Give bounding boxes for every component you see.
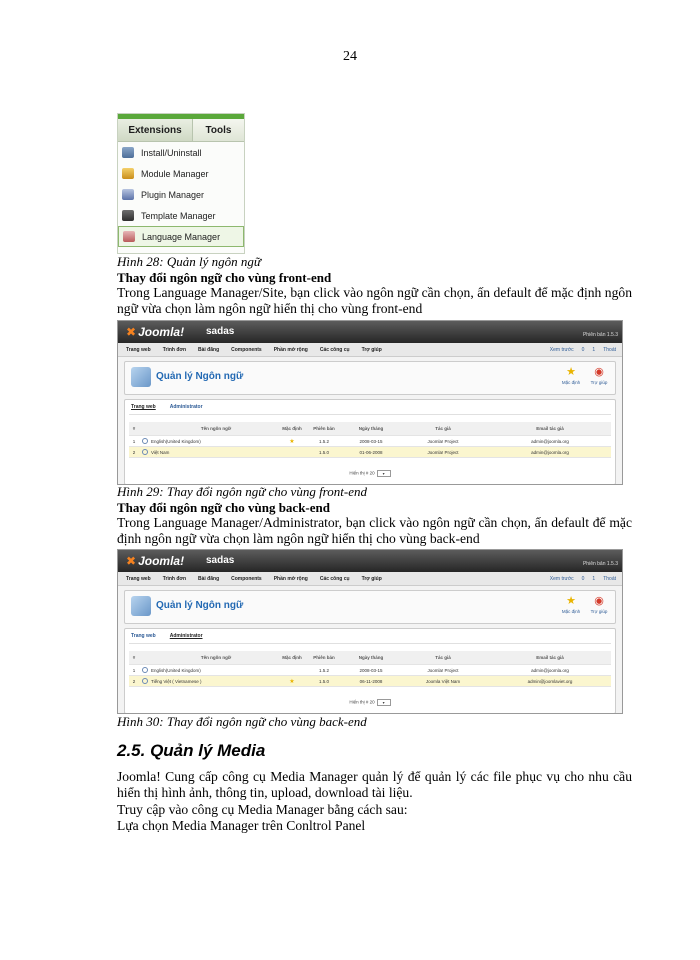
version-label: Phiên bản 1.5.3	[582, 561, 618, 567]
table-row[interactable]: 2 Tiếng Việt ( Vietnamese ) ★ 1.5.0 06-11-2008 Joomla Việt Nam admin@joomlaviet.org	[129, 676, 611, 687]
pagination: Hiển thị # 20 ▾	[125, 470, 615, 477]
users-count[interactable]: 1	[592, 347, 596, 353]
nav-tools[interactable]: Các công cụ	[319, 347, 350, 353]
admin-menu-bar	[118, 572, 622, 586]
figure-28-caption: Hình 28: Quản lý ngôn ngữ	[117, 254, 261, 269]
language-manager-icon	[131, 367, 151, 387]
language-manager-icon	[131, 596, 151, 616]
table-row[interactable]: 1 English(United Kingdom) 1.5.2 2008-03-15 Joomla! Project admin@joomla.org	[129, 665, 611, 676]
display-select[interactable]: ▾	[377, 470, 391, 477]
tab-administrator[interactable]: Administrator	[169, 404, 203, 410]
plugin-icon	[122, 189, 134, 200]
menu-item-label: Plugin Manager	[141, 189, 205, 200]
star-icon: ★	[566, 595, 576, 607]
content-panel	[124, 399, 616, 485]
menu-item-language-manager[interactable]	[118, 226, 244, 247]
table-header: # Tên ngôn ngữ Mặc định Phiên bản Ngày tháng Tác giả Email tác giả	[129, 651, 611, 665]
row-radio[interactable]	[142, 438, 148, 444]
preview-link[interactable]: Xem trước	[549, 576, 574, 582]
row-radio[interactable]	[142, 678, 148, 684]
nav-content[interactable]: Bài đăng	[198, 576, 220, 582]
content-panel	[124, 628, 616, 714]
page-title: Quản lý Ngôn ngữ	[156, 371, 244, 382]
help-icon: ◉	[594, 595, 604, 607]
nav-site[interactable]: Trang web	[126, 576, 151, 582]
site-name: sadas	[206, 555, 235, 566]
tools-tab[interactable]: Tools	[205, 124, 232, 136]
menu-item-module-manager[interactable]	[118, 163, 244, 184]
preview-link[interactable]: Xem trước	[549, 347, 574, 353]
extensions-tab[interactable]: Extensions	[118, 119, 193, 141]
messages-count[interactable]: 0	[581, 347, 585, 353]
display-select[interactable]: ▾	[377, 699, 391, 706]
version-label: Phiên bản 1.5.3	[582, 332, 618, 338]
section-front-end-heading: Thay đổi ngôn ngữ cho vùng front-end	[117, 270, 332, 285]
nav-tools[interactable]: Các công cụ	[319, 576, 350, 582]
table-header: # Tên ngôn ngữ Mặc định Phiên bản Ngày tháng Tác giả Email tác giả	[129, 422, 611, 436]
section-media-paragraph-2: Truy cập vào công cụ Media Manager bằng cách sau:	[117, 802, 408, 817]
help-button[interactable]: ◉ Trợ giúp	[587, 594, 611, 614]
nav-content[interactable]: Bài đăng	[198, 347, 220, 353]
pagination: Hiển thị # 20 ▾	[125, 699, 615, 706]
section-media-paragraph-1: Joomla! Cung cấp công cụ Media Manager quản lý để quản lý các file phục vụ cho nhu cầu hiển thị hình ảnh, thông tin, upload, download tài liệu.	[117, 769, 632, 800]
nav-menus[interactable]: Trình đơn	[162, 347, 187, 353]
nav-extensions[interactable]: Phần mở rộng	[273, 576, 308, 582]
menu-item-install[interactable]	[118, 142, 244, 163]
joomla-front-end-screenshot	[117, 320, 623, 485]
section-media-paragraph-3: Lựa chọn Media Manager trên Conltrol Panel	[117, 818, 366, 833]
menu-item-plugin-manager[interactable]	[118, 184, 244, 205]
template-icon	[122, 210, 134, 221]
messages-count[interactable]: 0	[581, 576, 585, 582]
section-media-heading: 2.5. Quản lý Media	[117, 741, 266, 760]
row-radio[interactable]	[142, 667, 148, 673]
page-title: Quản lý Ngôn ngữ	[156, 600, 244, 611]
figure-29-caption: Hình 29: Thay đổi ngôn ngữ cho vùng front-end	[117, 484, 367, 499]
default-star-icon: ★	[289, 438, 295, 445]
admin-menu-bar	[118, 343, 622, 357]
install-icon	[122, 147, 134, 158]
tab-site[interactable]: Trang web	[131, 404, 156, 410]
joomla-back-end-screenshot	[117, 549, 623, 714]
figure-30-caption: Hình 30: Thay đổi ngôn ngữ cho vùng back-end	[117, 714, 367, 729]
users-count[interactable]: 1	[592, 576, 596, 582]
language-icon	[123, 231, 135, 242]
logout-link[interactable]: Thoát	[603, 347, 616, 353]
default-star-icon: ★	[289, 678, 295, 685]
menu-item-template-manager[interactable]	[118, 205, 244, 226]
site-name: sadas	[206, 326, 235, 337]
nav-site[interactable]: Trang web	[126, 347, 151, 353]
nav-components[interactable]: Components	[231, 347, 262, 353]
logout-link[interactable]: Thoát	[603, 576, 616, 582]
nav-help[interactable]: Trợ giúp	[361, 576, 382, 582]
tab-site[interactable]: Trang web	[131, 633, 156, 639]
menu-item-label: Module Manager	[141, 168, 209, 179]
language-table	[129, 651, 611, 687]
section-front-end-text: Trong Language Manager/Site, bạn click vào ngôn ngữ cần chọn, ấn default để mặc định ngôn ngữ vừa chọn làm ngôn ngữ hiển thị cho vùng front-end	[117, 285, 632, 316]
nav-components[interactable]: Components	[231, 576, 262, 582]
row-radio[interactable]	[142, 449, 148, 455]
menu-header	[118, 119, 244, 142]
nav-menus[interactable]: Trình đơn	[162, 576, 187, 582]
module-icon	[122, 168, 134, 179]
table-row[interactable]: 2 Việt Nam 1.5.0 01-06-2008 Joomla! Project admin@joomla.org	[129, 447, 611, 458]
section-back-end-text: Trong Language Manager/Administrator, bạn click vào ngôn ngữ cần chọn, ấn default để mặc định ngôn ngữ vừa chọn làm ngôn ngữ hiển thị cho vùng back-end	[117, 515, 632, 546]
nav-help[interactable]: Trợ giúp	[361, 347, 382, 353]
tab-administrator[interactable]: Administrator	[169, 633, 203, 639]
section-back-end-heading: Thay đổi ngôn ngữ cho vùng back-end	[117, 500, 330, 515]
help-button[interactable]: ◉ Trợ giúp	[587, 365, 611, 385]
joomla-header	[118, 550, 622, 572]
joomla-logo: ✖ Joomla!	[126, 325, 185, 339]
menu-item-label: Template Manager	[141, 210, 216, 221]
star-icon: ★	[566, 366, 576, 378]
help-icon: ◉	[594, 366, 604, 378]
joomla-header	[118, 321, 622, 343]
toolbar	[124, 590, 616, 624]
page-number: 24	[343, 49, 357, 64]
menu-item-label: Install/Uninstall	[141, 147, 202, 158]
nav-extensions[interactable]: Phần mở rộng	[273, 347, 308, 353]
joomla-logo: ✖ Joomla!	[126, 554, 185, 568]
language-table	[129, 422, 611, 458]
toolbar	[124, 361, 616, 395]
table-row[interactable]: 1 English(United Kingdom) ★ 1.5.2 2008-03-15 Joomla! Project admin@joomla.org	[129, 436, 611, 447]
extensions-menu-screenshot	[117, 113, 245, 254]
default-button[interactable]: ★ Mặc định	[559, 365, 583, 385]
default-button[interactable]: ★ Mặc định	[559, 594, 583, 614]
menu-item-label: Language Manager	[142, 231, 221, 242]
